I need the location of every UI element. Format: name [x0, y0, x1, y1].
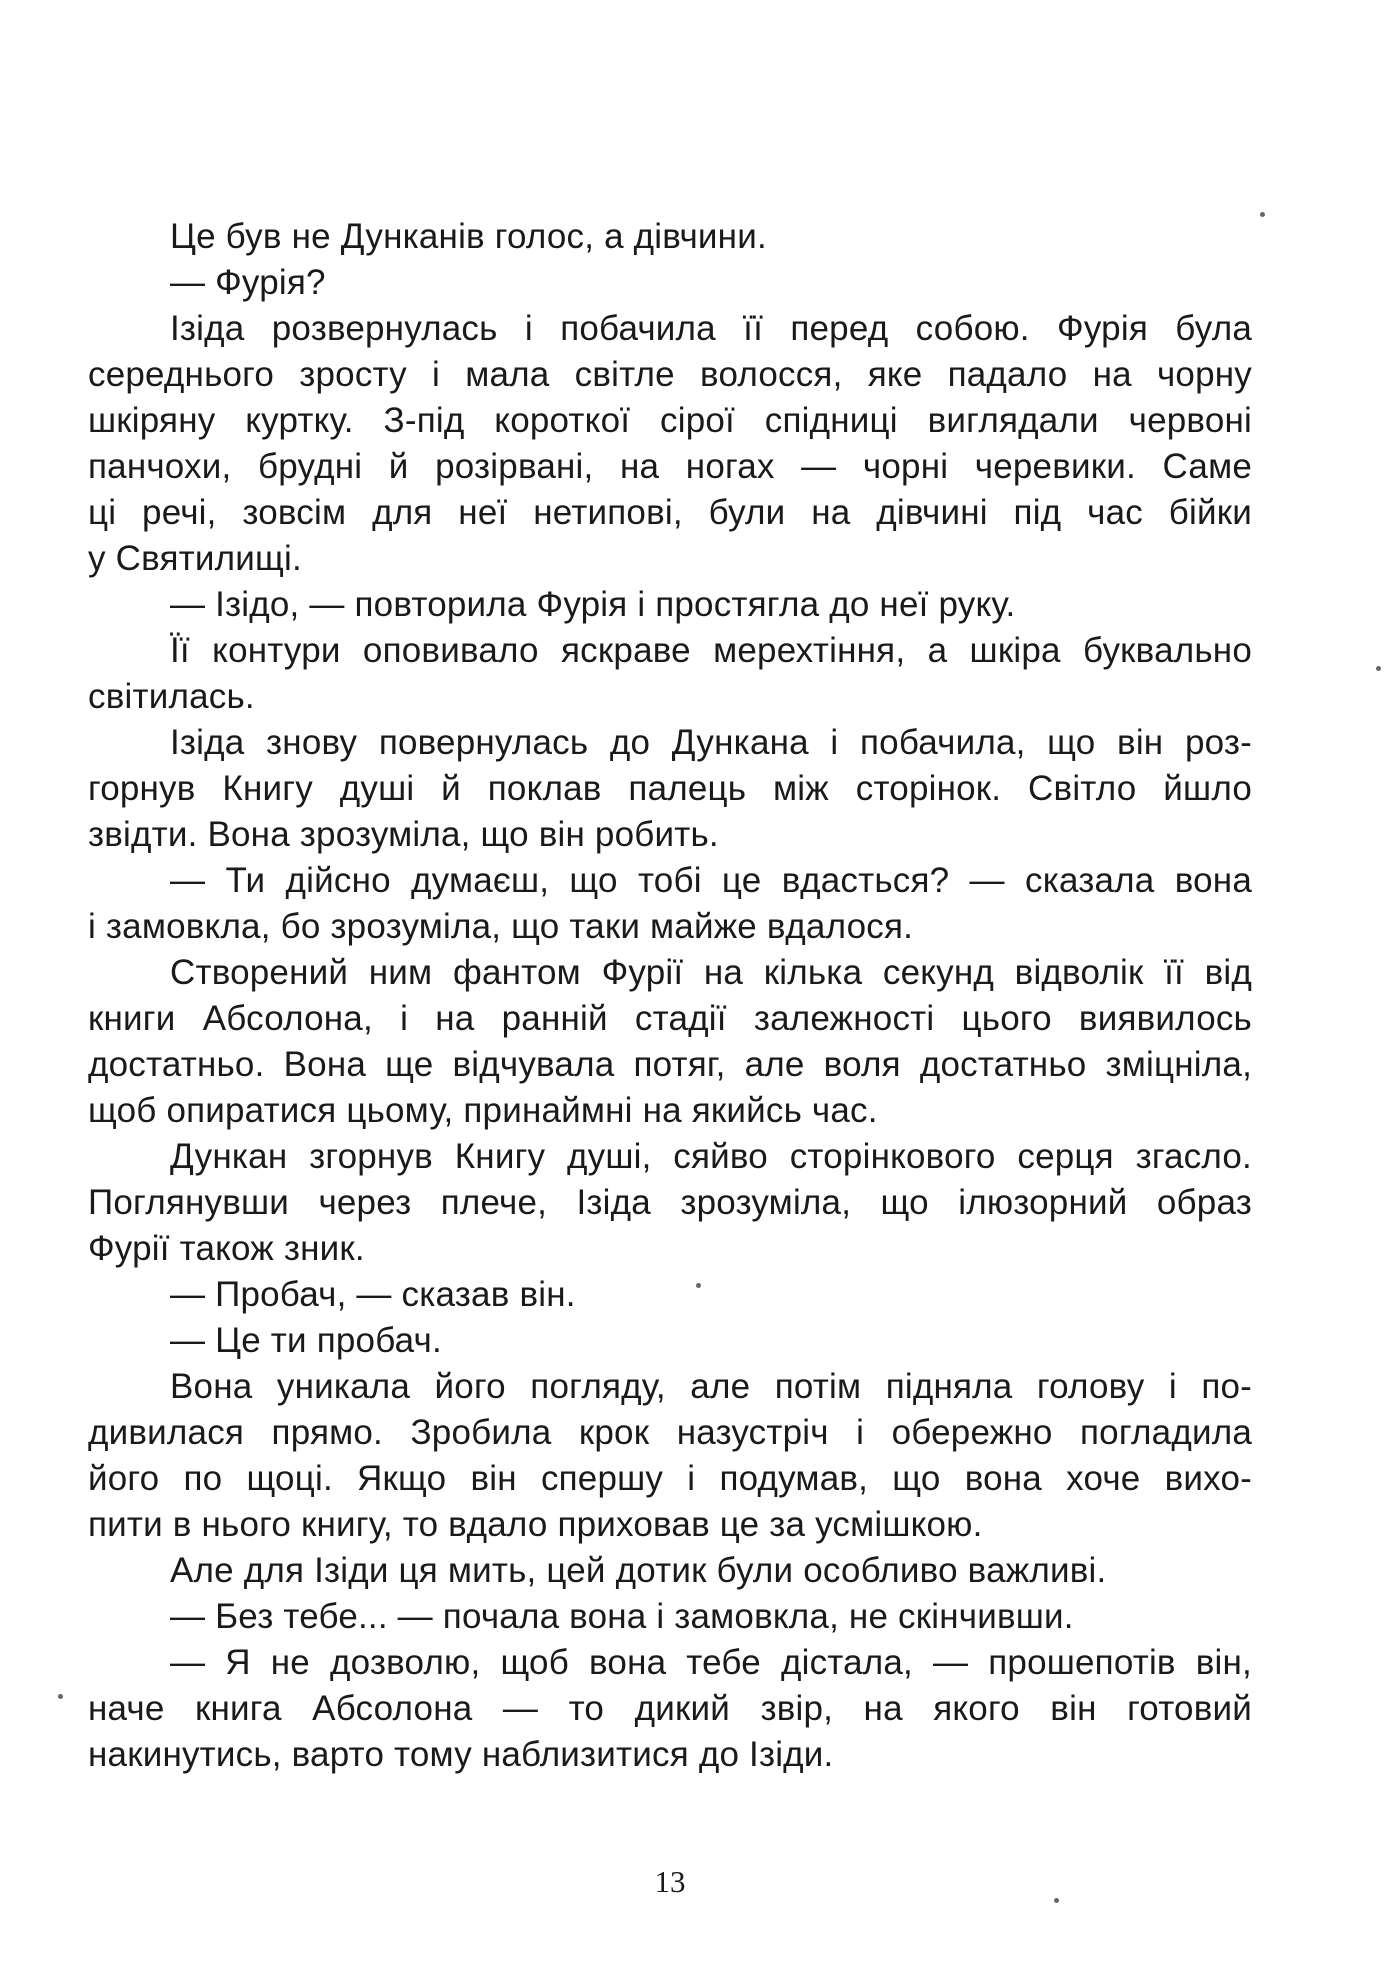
text-line: Вона уникала його погляду, але потім підняла голову і по- [170, 1367, 1252, 1406]
scan-speck [58, 1694, 63, 1699]
text-line: шкіряну куртку. З-під короткої сірої спідниці виглядали червоні [88, 401, 1252, 440]
text-line: Дункан згорнув Книгу душі, сяйво сторінкового серця згасло. [170, 1137, 1252, 1176]
text-line: Поглянувши через плече, Ізіда зрозуміла, що ілюзорний образ [88, 1183, 1252, 1222]
text-line: — Ти дійсно думаєш, що тобі це вдасться? — сказала вона [170, 861, 1252, 900]
text-line: книги Абсолона, і на ранній стадії залежності цього виявилось [88, 999, 1252, 1038]
page-number: 13 [654, 1864, 686, 1899]
scan-speck [696, 1283, 701, 1288]
scan-speck [1054, 1898, 1059, 1903]
text-line: Фурії також зник. [88, 1229, 365, 1268]
text-line: — Я не дозволю, щоб вона тебе дістала, — прошепотів він, [170, 1643, 1252, 1682]
text-line: Її контури оповивало яскраве мерехтіння, а шкіра буквально [170, 631, 1252, 670]
text-line: — Пробач, — сказав він. [170, 1275, 576, 1314]
text-line: горнув Книгу душі й поклав палець між сторінок. Світло йшло [88, 769, 1252, 808]
text-line: — Фурія? [170, 263, 326, 302]
text-line: щоб опиратися цьому, принаймні на якийсь час. [88, 1091, 878, 1130]
text-line: ці речі, зовсім для неї нетипові, були на дівчині під час бійки [88, 493, 1252, 532]
text-line: Створений ним фантом Фурії на кілька секунд відволік її від [170, 953, 1252, 992]
text-line: достатньо. Вона ще відчувала потяг, але воля достатньо зміцніла, [88, 1045, 1252, 1084]
text-line: Це був не Дунканів голос, а дівчини. [170, 217, 767, 256]
text-line: — Ізідо, — повторила Фурія і простягла до неї руку. [170, 585, 1016, 624]
text-line: Ізіда розвернулась і побачила її перед собою. Фурія була [170, 309, 1252, 348]
scan-speck [1260, 212, 1265, 217]
text-line: його по щоці. Якщо він спершу і подумав, що вона хоче вихо- [88, 1459, 1252, 1498]
text-line: Ізіда знову повернулась до Дункана і побачила, що він роз- [170, 723, 1252, 762]
text-line: у Святилищі. [88, 539, 302, 578]
text-line: і замовкла, бо зрозуміла, що таки майже вдалося. [88, 907, 914, 946]
text-line: звідти. Вона зрозуміла, що він робить. [88, 815, 719, 854]
text-line: пити в нього книгу, то вдало приховав це за усмішкою. [88, 1505, 983, 1544]
text-line: середнього зросту і мала світле волосся, яке падало на чорну [88, 355, 1252, 394]
text-line: дивилася прямо. Зробила крок назустріч і обережно погладила [88, 1413, 1252, 1452]
text-line: — Без тебе... — почала вона і замовкла, не скінчивши. [170, 1597, 1074, 1636]
text-line: світилась. [88, 677, 255, 716]
text-line: накинутись, варто тому наблизитися до Ізіди. [88, 1735, 834, 1774]
text-line: панчохи, брудні й розірвані, на ногах — чорні черевики. Саме [88, 447, 1252, 486]
text-line: наче книга Абсолона — то дикий звір, на якого він готовий [88, 1689, 1252, 1728]
text-line: Але для Ізіди ця мить, цей дотик були особливо важливі. [170, 1551, 1107, 1590]
text-line: — Це ти пробач. [170, 1321, 442, 1360]
scan-speck [1376, 666, 1381, 671]
